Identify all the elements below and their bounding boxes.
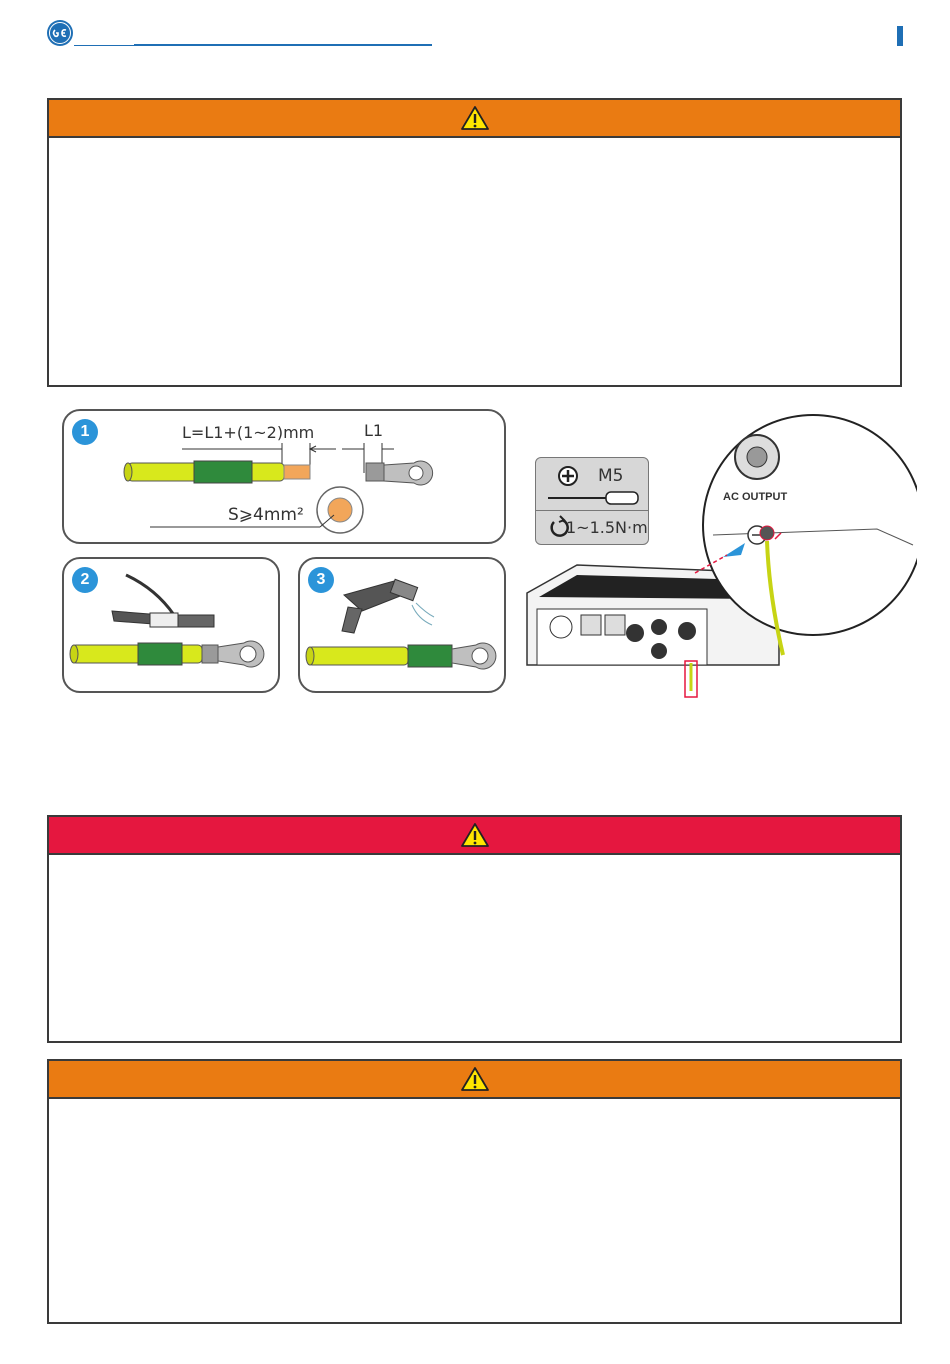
warning-callout-2-body [49, 1099, 900, 1322]
warning-callout-header [49, 100, 900, 138]
warning-callout [47, 98, 902, 387]
warning-callout-2-header [49, 1061, 900, 1099]
step3-badge: 3 [308, 567, 334, 593]
inverter-drawing [517, 405, 917, 705]
step3-panel [298, 557, 506, 693]
danger-callout-body [49, 855, 900, 1041]
warning-triangle-icon [460, 1066, 490, 1092]
screw-size-label: M5 [598, 466, 624, 486]
page-header [0, 0, 950, 70]
torque-label: 1~1.5N·m [566, 518, 648, 537]
step1-panel [62, 409, 506, 544]
crimping-tool-drawing [64, 559, 282, 695]
step1-badge: 1 [72, 419, 98, 445]
danger-callout-header [49, 817, 900, 855]
cross-section-label: S⩾4mm² [228, 505, 304, 525]
danger-callout [47, 815, 902, 1043]
warning-callout-2 [47, 1059, 902, 1324]
warning-triangle-icon [460, 822, 490, 848]
step1-drawing [64, 411, 508, 546]
strip-length-label: L=L1+(1~2)mm [182, 423, 315, 442]
header-rule-accent [134, 44, 432, 46]
step2-badge: 2 [72, 567, 98, 593]
warning-triangle-icon [460, 105, 490, 131]
ac-output-label: AC OUTPUT [723, 491, 788, 503]
step4-badge: 4 [743, 541, 753, 560]
lug-length-label: L1 [364, 421, 384, 440]
grounding-figure [55, 405, 915, 705]
page-marker [897, 26, 903, 46]
warning-callout-body [49, 138, 900, 385]
header-rule [74, 45, 134, 46]
heat-gun-drawing [300, 559, 508, 695]
ge-logo-icon [46, 19, 74, 47]
step2-panel [62, 557, 280, 693]
